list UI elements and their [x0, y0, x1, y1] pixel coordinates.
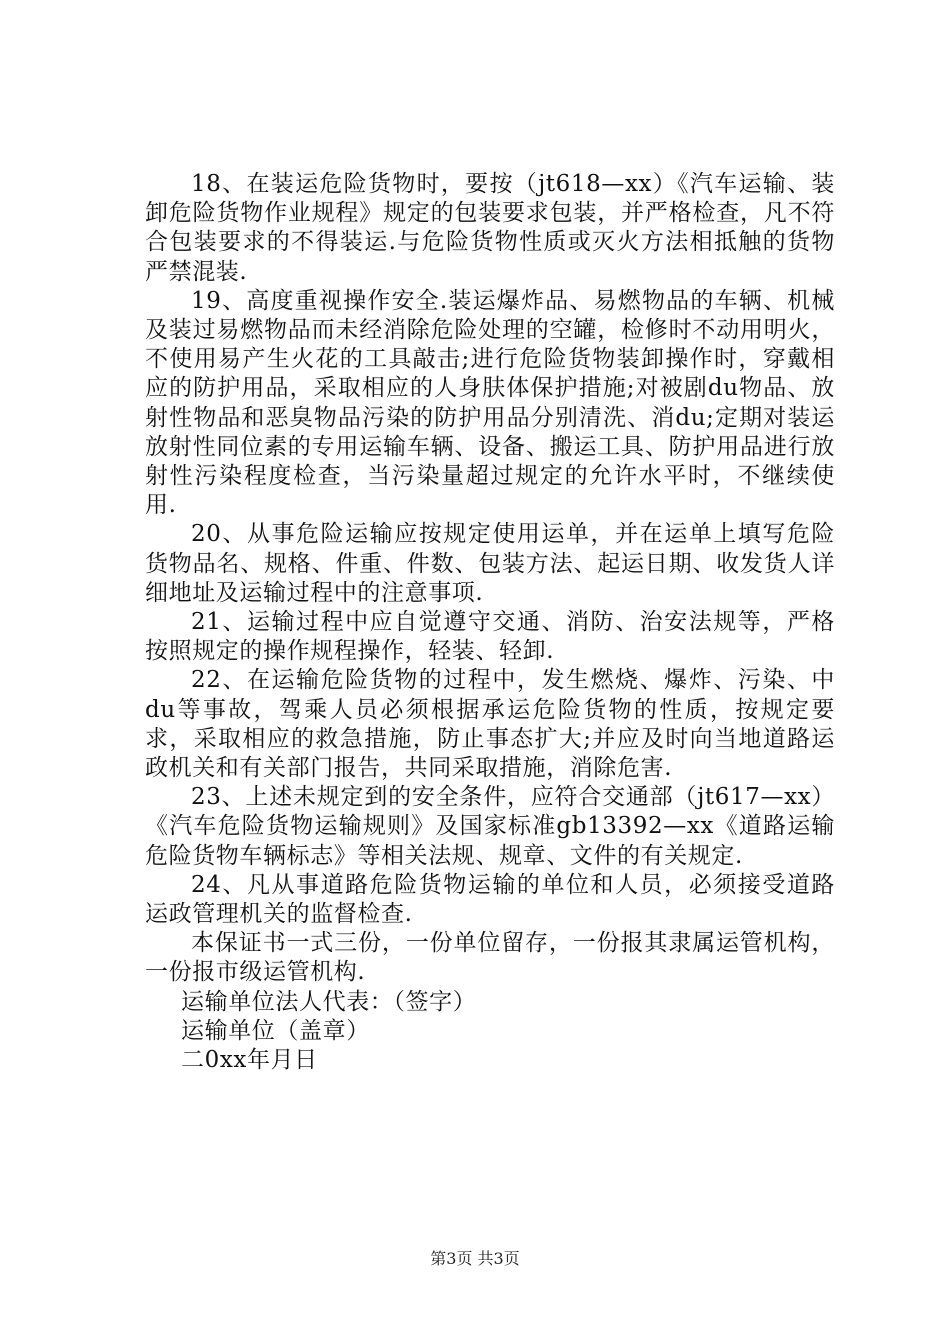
copies-note: 本保证书一式三份，一份单位留存，一份报其隶属运管机构，一份报市级运管机构. [145, 930, 835, 986]
paragraph-19: 19、高度重视操作安全.装运爆炸品、易燃物品的车辆、机械及装过易燃物品而未经消除危险处理的空罐，检修时不动用明火，不使用易产生火花的工具敲击;进行危险货物装卸操作时，穿戴相应的防护用品，采取相应的人身肤体保护措施;对被剧du物品、放射性物品和恶臭物品污染的防护用品分别清洗、消du;定期对装运放射性同位素的专用运输车辆、设备、搬运工具、防护用品进行放射性污染程度检查，当污染量超过规定的允许水平时，不继续使用. [145, 287, 835, 519]
page-footer: 第3页 共3页 [430, 1249, 520, 1268]
unit-seal-line: 运输单位（盖章） [181, 1017, 370, 1044]
legal-representative-line: 运输单位法人代表：（签字） [181, 988, 477, 1015]
date-line: 二0xx年月日 [181, 1047, 318, 1074]
paragraph-24: 24、凡从事道路危险货物运输的单位和人员，必须接受道路运政管理机关的监督检查. [145, 871, 835, 928]
paragraph-22: 22、在运输危险货物的过程中，发生燃烧、爆炸、污染、中du等事故，驾乘人员必须根据承运危险货物的性质，按规定要求，采取相应的救急措施，防止事态扩大;并应及时向当地道路运政机关和有关部门报告，共同采取措施，消除危害. [145, 667, 835, 782]
document-body [145, 170, 835, 1075]
paragraph-18: 18、在装运危险货物时，要按（jt618—xx）《汽车运输、装卸危险货物作业规程》规定的包装要求包装，并严格检查，凡不符合包装要求的不得装运.与危险货物性质或灭火方法相抵触的货物严禁混装. [145, 171, 835, 285]
paragraph-21: 21、运输过程中应自觉遵守交通、消防、治安法规等，严格按照规定的操作规程操作，轻装、轻卸. [145, 609, 835, 665]
paragraph-20: 20、从事危险运输应按规定使用运单，并在运单上填写危险货物品名、规格、件重、件数、包装方法、起运日期、收发货人详细地址及运输过程中的注意事项. [145, 521, 835, 606]
paragraph-23: 23、上述未规定到的安全条件，应符合交通部（jt617—xx）《汽车危险货物运输规则》及国家标准gb13392—xx《道路运输危险货物车辆标志》等相关法规、规章、文件的有关规定. [145, 784, 835, 869]
